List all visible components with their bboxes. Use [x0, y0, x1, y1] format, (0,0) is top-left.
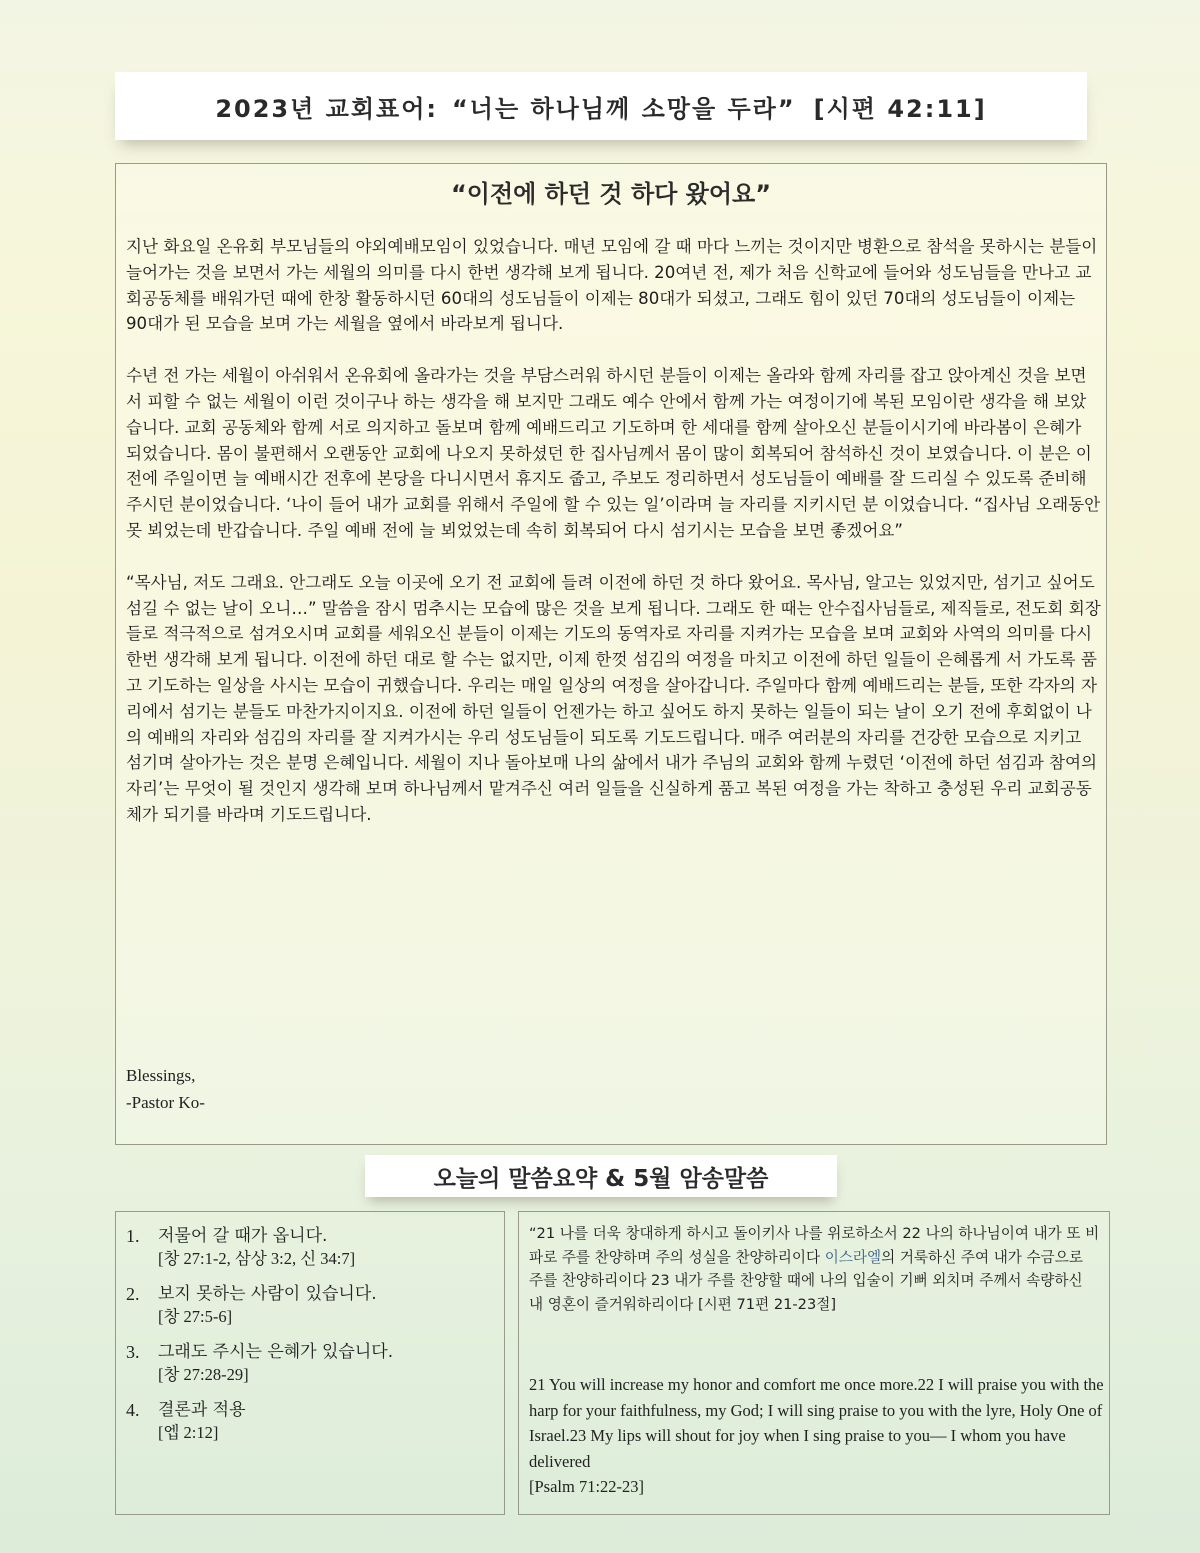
sermon-outline-box: [115, 1211, 505, 1515]
memory-verse-english: [529, 1372, 1104, 1500]
list-item: [126, 1224, 496, 1270]
verse-korean-part-2: 의 거룩하신 주여 내가 수금으로 주를 찬양하리이다 23 내가 주를 찬양할 때에 나의 입술이 기뻐 외치며 주께서 속량하신 내 영혼이 즐거워하리이다 [시편 71편 21-23절]: [529, 1248, 1083, 1313]
column-paragraph-3: “목사님, 저도 그래요. 안그래도 오늘 이곳에 오기 전 교회에 들려 이전에 하던 것 하다 왔어요. 목사님, 알고는 있었지만, 섬기고 싶어도 섬길 수 없는 날이 오니…” 말씀을 잠시 멈추시는 모습에 많은 것을 보게 됩니다. 그래도 한 때는 안수집사님들로, 제직들로, 전도회 회장들로 적극적으로 섬겨오시며 교회를 세워오신 분들이 이제는 기도의 동역자로 자리를 지켜가는 모습을 보며 교회와 사역의 의미를 다시한번 생각해 보게 됩니다. 이전에 하던 대로 할 수는 없지만, 이제 한껏 섬김의 여정을 마치고 이전에 하던 일들이 은혜롭게 서 가도록 품고 기도하는 일상을 사시는 모습이 귀했습니다. 우리는 매일 일상의 여정을 살아갑니다. 주일마다 함께 예배드리는 분들, 또한 각자의 자리에서 섬기는 분들도 마찬가지이지요. 이전에 하던 일들이 언젠가는 하고 싶어도 하지 못하는 일들이 되는 날이 오기 전에 후회없이 나의 예배의 자리와 섬김의 자리를 잘 지켜가시는 우리 성도님들이 되도록 기도드립니다. 매주 여러분의 자리를 건강한 모습으로 지키고 섬기며 살아가는 것은 분명 은혜입니다. 세월이 지나 돌아보매 나의 삶에서 내가 주님의 교회와 함께 누렸던 ‘이전에 하던 섬김과 참여의 자리’는 무엇이 될 것인지 생각해 보며 하나님께서 맡겨주신 여러 일들을 신실하게 품고 복된 여정을 가는 착하고 충성된 우리 교회공동체가 되기를 바라며 기도드립니다.: [126, 572, 1101, 824]
header-banner: [115, 72, 1087, 140]
header-motto: “너는 하나님께 소망을 두라”: [451, 94, 796, 123]
signoff: [126, 1062, 205, 1116]
column-title: “이전에 하던 것 하다 왔어요”: [451, 180, 771, 208]
list-item: [126, 1282, 496, 1328]
item-number: 2.: [126, 1284, 140, 1304]
pastor-column: [115, 163, 1107, 1145]
item-number: 4.: [126, 1400, 140, 1420]
closing: Blessings,: [126, 1066, 196, 1085]
verse-korean-highlight: 이스라엘: [824, 1248, 882, 1266]
item-title: 보지 못하는 사람이 있습니다.: [158, 1284, 377, 1304]
item-reference: [창 27:1-2, 삼상 3:2, 신 34:7]: [158, 1249, 356, 1268]
memory-verse-korean: [529, 1222, 1101, 1316]
header-prefix: 2023년 교회표어:: [215, 94, 438, 123]
item-title: 그래도 주시는 은혜가 있습니다.: [158, 1342, 394, 1362]
verse-english-reference: [Psalm 71:22-23]: [529, 1477, 645, 1496]
item-title: 결론과 적용: [158, 1400, 246, 1420]
verse-english-text: 21 You will increase my honor and comfort me once more.22 I will praise you with the harp for your faithfulness, my God; I will sing praise to you with the lyre, Holy One of Israel.23 My lips will shout for joy when I sing praise to you— I whom you have delivered: [529, 1375, 1104, 1471]
item-reference: [창 27:28-29]: [158, 1365, 249, 1384]
item-number: 1.: [126, 1226, 140, 1246]
memory-verse-box: [518, 1211, 1110, 1515]
list-item: [126, 1398, 496, 1444]
verse-korean-part-1: “21 나를 더욱 창대하게 하시고 돌이키사 나를 위로하소서 22 나의 하나님이여 내가 또 비파로 주를 찬양하며 주의 성실을 찬양하리이다: [529, 1225, 1100, 1266]
list-item: [126, 1340, 496, 1386]
column-paragraph-1: 지난 화요일 온유회 부모님들의 야외예배모임이 있었습니다. 매년 모임에 갈 때 마다 느끼는 것이지만 병환으로 참석을 못하시는 분들이 늘어가는 것을 보면서 가는 세월의 의미를 다시 한번 생각해 보게 됩니다. 20여년 전, 제가 처음 신학교에 들어와 성도님들을 만나고 교회공동체를 배워가던 때에 한창 활동하시던 60대의 성도님들이 이제는 80대가 되셨고, 그래도 힘이 있던 70대의 성도님들이 이제는 90대가 된 모습을 보며 가는 세월을 옆에서 바라보게 됩니다.: [126, 237, 1098, 334]
signature: -Pastor Ko-: [126, 1093, 205, 1112]
item-title: 저물어 갈 때가 옵니다.: [158, 1226, 328, 1246]
column-paragraph-2: 수년 전 가는 세월이 아쉬워서 온유회에 올라가는 것을 부담스러워 하시던 분들이 이제는 올라와 함께 자리를 잡고 앉아계신 것을 보면서 피할 수 없는 세월이 이런 것이구나 하는 생각을 해 보지만 그래도 예수 안에서 함께 가는 여정이기에 복된 모임이란 생각을 해 보았습니다. 교회 공동체와 함께 서로 의지하고 돌보며 함께 예배드리고 기도하며 한 세대를 함께 살아오신 분들이시기에 바라봄이 은혜가 되었습니다. 몸이 불편해서 오랜동안 교회에 나오지 못하셨던 한 집사님께서 몸이 많이 회복되어 참석하신 것이 보였습니다. 이 분은 이전에 주일이면 늘 예배시간 전후에 본당을 다니시면서 휴지도 줍고, 주보도 정리하면서 성도님들이 예배를 잘 드리실 수 있도록 준비해 주시던 분이었습니다. ‘나이 들어 내가 교회를 위해서 주일에 할 수 있는 일’이라며 늘 자리를 지키시던 분 이었습니다. “집사님 오래동안 못 뵈었는데 반갑습니다. 주일 예배 전에 늘 뵈었었는데 속히 회복되어 다시 섬기시는 모습을 보면 좋겠어요”: [126, 366, 1101, 540]
item-reference: [창 27:5-6]: [158, 1307, 233, 1326]
sermon-outline-list: [126, 1224, 496, 1456]
header-reference: [시편 42:11]: [813, 94, 987, 123]
section-title: 오늘의 말씀요약 & 5월 암송말씀: [433, 1165, 769, 1192]
item-number: 3.: [126, 1342, 140, 1362]
section-banner: [365, 1155, 837, 1197]
column-body: [126, 234, 1101, 854]
item-reference: [엡 2:12]: [158, 1423, 219, 1442]
